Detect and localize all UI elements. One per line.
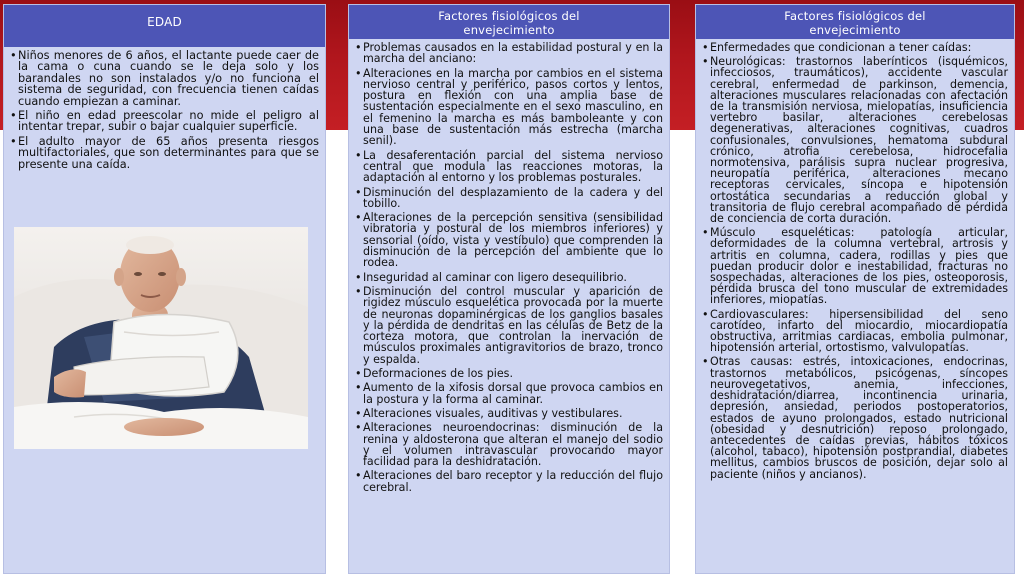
- elderly-man-illustration: [14, 227, 308, 449]
- panel-factores-1-header: [349, 5, 669, 39]
- list-item: • Enfermedades que condicionan a tener caídas:: [702, 42, 1008, 53]
- list-item: • Cardiovasculares: hipersensibilidad del seno carotídeo, infarto del miocardio, miocardiopatía obstructiva, arritmias cardiacas, embolia pulmonar, hipotensión arterial, ortostismo, valvulopatías.: [702, 309, 1008, 354]
- header-line-1: Factores fisiológicos del: [438, 9, 580, 23]
- list-item: • Alteraciones neuroendocrinas: disminución de la renina y aldosterona que alteran el manejo del sodio y el volumen intravascular provocando mayor facilidad para la deshidratación.: [355, 422, 663, 467]
- list-item: • Alteraciones del baro receptor y la reducción del flujo cerebral.: [355, 470, 663, 493]
- list-item: • El adulto mayor de 65 años presenta riesgos multifactoriales, que son determinantes para que se presente una caída.: [10, 136, 319, 170]
- list-item: • Aumento de la xifosis dorsal que provoca cambios en la postura y la forma al caminar.: [355, 382, 663, 405]
- list-item: • Problemas causados en la estabilidad postural y en la marcha del anciano:: [355, 42, 663, 65]
- panel-factores-fisiologicos-1: [348, 4, 670, 574]
- panel-factores-2-header: [696, 5, 1014, 39]
- panel-edad: [3, 4, 326, 574]
- header-line-2: envejecimiento: [809, 23, 901, 37]
- list-item: • Disminución del desplazamiento de la cadera y del tobillo.: [355, 187, 663, 210]
- panel-factores-fisiologicos-2: [695, 4, 1015, 574]
- panel-edad-header: EDAD: [4, 5, 325, 47]
- list-item: • Deformaciones de los pies.: [355, 368, 663, 379]
- header-line-2: envejecimiento: [463, 23, 555, 37]
- panel-factores-1-body: [349, 39, 669, 493]
- header-line-1: Factores fisiológicos del: [784, 9, 926, 23]
- list-item: • Otras causas: estrés, intoxicaciones, endocrinas, trastornos metabólicos, psicógenas, síncopes neurovegetativos, anemia, infecciones, deshidratación/diarrea, incontinencia urinaria, depresión, ansiedad, periodos postoperatorios, estados de ayuno prolongados, estado nutricional (obesidad y desnutrición) reposo prolongado, antecedentes de caídas previas, hábitos tóxicos (alcohol, tabaco), hipotensión postprandial, diabetes mellitus, cambios bruscos de posición, dejar solo al paciente (niños y ancianos).: [702, 356, 1008, 479]
- list-item: • El niño en edad preescolar no mide el peligro al intentar trepar, subir o bajar cualquier superficie.: [10, 110, 319, 133]
- list-item: • Alteraciones de la percepción sensitiva (sensibilidad vibratoria y postural de los miembros inferiores) y sensorial (oído, vista y vestíbulo) que comprenden la disminución de la percepción del ambiente que lo rodea.: [355, 212, 663, 268]
- list-item: • Músculo esqueléticas: patología articular, deformidades de la columna vertebral, artrosis y artritis en columna, cadera, rodillas y pies que puedan producir dolor e inestabilidad, fracturas no sospechadas, alteraciones de los pies, osteoporosis, pérdida brusca del tono muscular de extremidades inferiores, miopatías.: [702, 227, 1008, 305]
- list-item: • La desaferentación parcial del sistema nervioso central que modula las reacciones motoras, la adaptación al entorno y los problemas posturales.: [355, 150, 663, 184]
- list-item: • Neurológicas: trastornos laberínticos (isquémicos, infecciosos, traumáticos), accidente vascular cerebral, enfermedad de parkinson, demencia, alteraciones musculares relacionadas con afectación de la transmisión nerviosa, mielopatías, insuficiencia vertebro basilar, alteraciones cerebelosas degenerativas, alteraciones cognitivas, cuadros confusionales, convulsiones, hematoma subdural crónico, atrofia cerebelosa, hidrocefalia normotensiva, parálisis supra nuclear progresiva, neuropatía periférica, alteraciones mecano receptoras cervicales, síncopa e hipotensión ortostática secundarias a reducción global y transitoria de flujo cerebral acompañado de pérdida de conciencia de corta duración.: [702, 56, 1008, 224]
- list-item: • Inseguridad al caminar con ligero desequilibrio.: [355, 272, 663, 283]
- elderly-man-with-arm-sling-photo: [14, 227, 308, 449]
- list-item: • Alteraciones visuales, auditivas y vestibulares.: [355, 408, 663, 419]
- list-item: • Disminución del control muscular y aparición de rigidez músculo esquelética provocada por la muerte de neuronas dopaminérgicas de los ganglios basales y la pérdida de dendritas en las células de Betz de la corteza motora, que controlan la inervación de músculos proximales antigravitorios de brazo, tronco y espalda.: [355, 286, 663, 365]
- panel-factores-2-body: [696, 39, 1014, 480]
- list-item: • Niños menores de 6 años, el lactante puede caer de la cama o cuna cuando se le deja solo y los barandales no son instalados y/o no funciona el sistema de seguridad, con frecuencia tienen caídas cuando empiezan a caminar.: [10, 50, 319, 107]
- panel-edad-body: [4, 47, 325, 170]
- list-item: • Alteraciones en la marcha por cambios en el sistema nervioso central y periférico, pasos cortos y lentos, postura en flexión con una amplia base de sustentación especialmente en el sexo masculino, en el femenino la marcha es más bamboleante y con una base de sustentación más estrecha (marcha senil).: [355, 68, 663, 147]
